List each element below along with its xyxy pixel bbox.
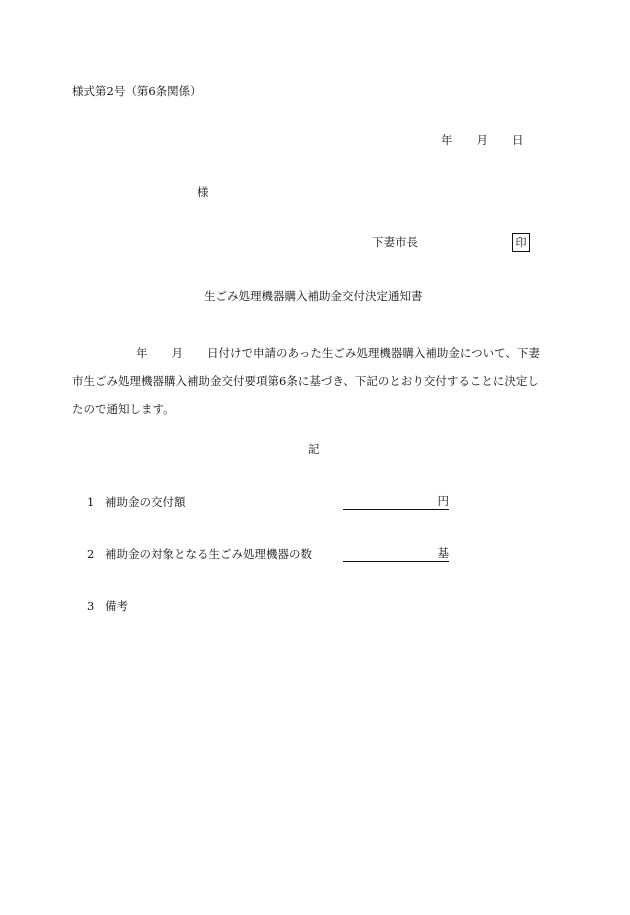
item-1-number: 1 — [87, 495, 95, 509]
item-2-unit: 基 — [437, 546, 449, 560]
ki-heading: 記 — [308, 442, 320, 456]
body-line-3: たので通知します。 — [72, 402, 175, 416]
form-number: 様式第2号（第6条関係） — [72, 84, 202, 98]
item-1-amount-blank — [343, 496, 449, 510]
body-year: 年 — [136, 346, 148, 360]
seal-box: 印 — [512, 233, 530, 252]
body-month: 月 — [171, 346, 183, 360]
item-2-number: 2 — [87, 547, 95, 561]
document-title: 生ごみ処理機器購入補助金交付決定通知書 — [204, 289, 423, 303]
body-line-1 — [72, 339, 550, 367]
issuer-name: 下妻市長 — [372, 235, 418, 249]
body-paragraph — [72, 339, 550, 423]
item-2-label: 補助金の対象となる生ごみ処理機器の数 — [105, 547, 312, 561]
item-2-count-blank — [343, 548, 449, 562]
date-month: 月 — [476, 133, 488, 147]
item-3-number: 3 — [87, 599, 95, 613]
body-line-2: 市生ごみ処理機器購入補助金交付要項第6条に基づき、下記のとおり交付することに決定し — [72, 374, 539, 388]
item-1-unit: 円 — [437, 494, 449, 508]
date-line — [441, 135, 524, 147]
date-day: 日 — [512, 133, 524, 147]
item-3-label: 備考 — [105, 599, 128, 613]
date-year: 年 — [441, 133, 453, 147]
item-1-label: 補助金の交付額 — [105, 495, 186, 509]
body-line-1-text: 日付けで申請のあった生ごみ処理機器購入補助金について、下妻 — [207, 346, 540, 360]
addressee-honorific: 様 — [197, 185, 209, 199]
